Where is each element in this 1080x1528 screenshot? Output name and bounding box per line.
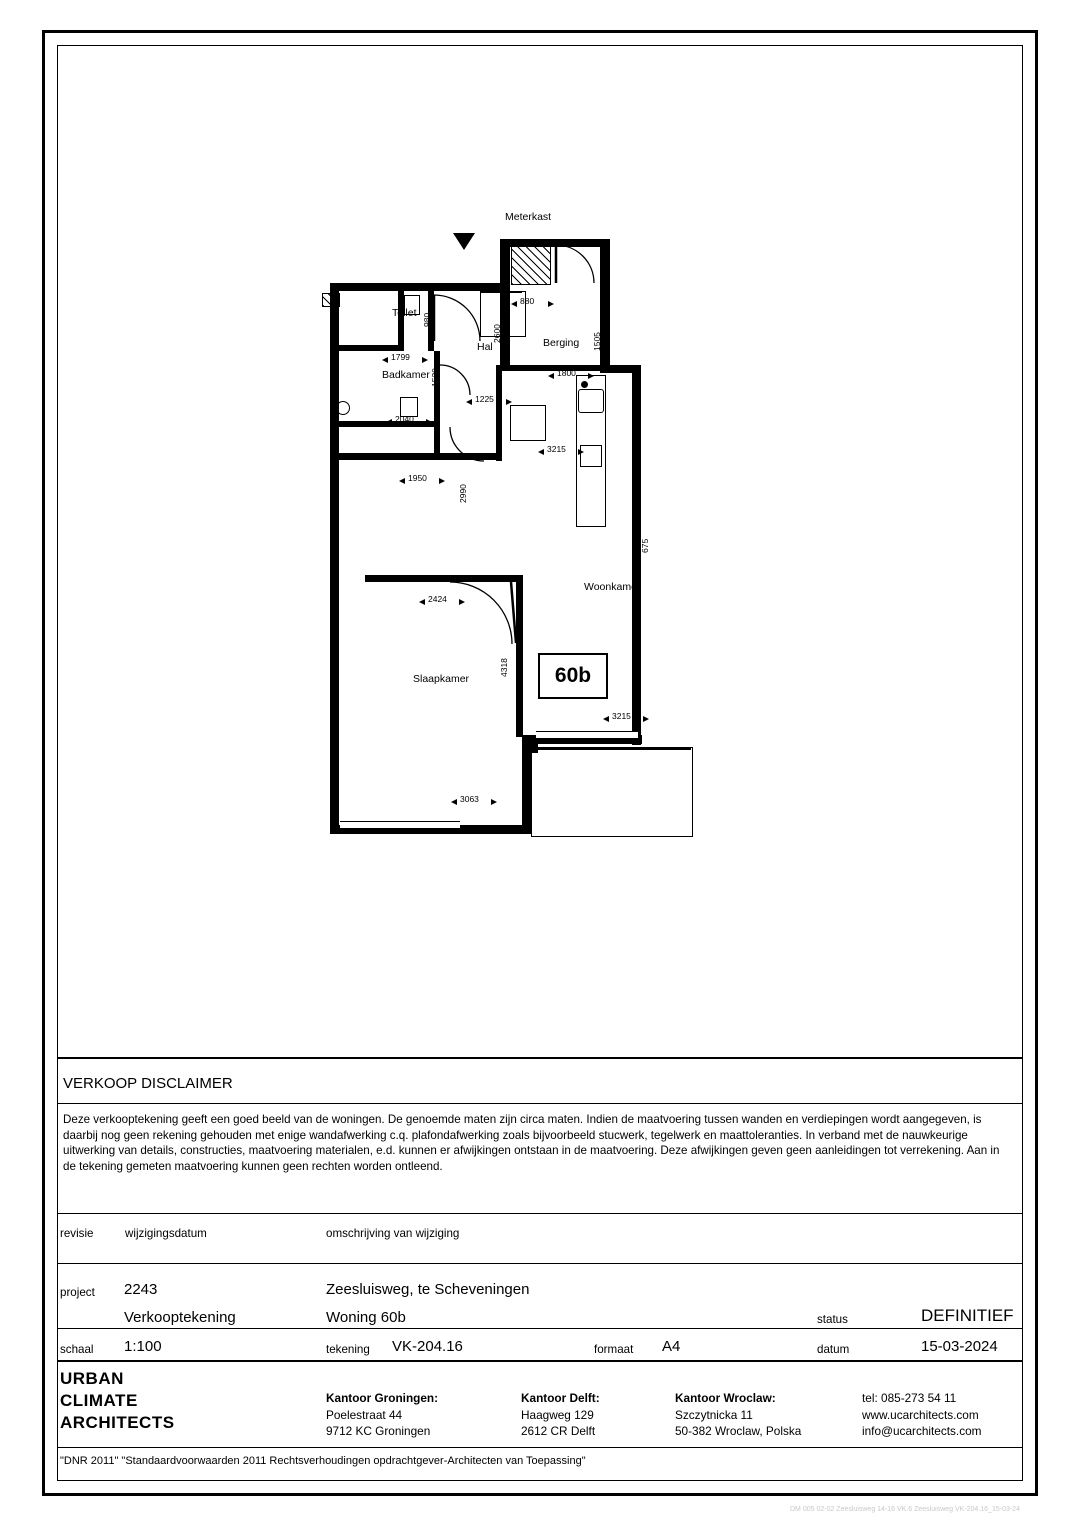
drawing-kind: Verkooptekening [124, 1309, 236, 1326]
balcony-edge-top [531, 747, 691, 750]
office-wroclaw-line2: 50-382 Wroclaw, Polska [675, 1424, 802, 1438]
dim-980: 980 [422, 312, 432, 327]
file-watermark: DM 005 02-02 Zeesluisweg 14-16 VK.6 Zeesluisweg VK-204.16_15-03-24 [790, 1506, 1020, 1513]
dim-arrow [422, 357, 428, 363]
dim-arrow [466, 399, 472, 405]
dim-arrow [451, 799, 457, 805]
dim-3215-upper: 3215 [547, 444, 566, 454]
logo-line-2: CLIMATE [60, 1391, 138, 1410]
room-label-berging: Berging [543, 337, 580, 349]
dim-880: 880 [520, 296, 535, 306]
balcony-post [526, 741, 538, 753]
schaal-value: 1:100 [124, 1338, 162, 1355]
office-groningen-line2: 9712 KC Groningen [326, 1424, 431, 1438]
dim-3063: 3063 [460, 794, 479, 804]
dim-arrow [506, 399, 512, 405]
project-number: 2243 [124, 1281, 158, 1298]
contact-tel: tel: 085-273 54 11 [862, 1391, 957, 1405]
floor-plan [300, 175, 760, 855]
dim-1505: 1505 [592, 332, 602, 351]
footer-note: "DNR 2011" "Standaardvoorwaarden 2011 Rechtsverhoudingen opdrachtgever-Architecten van Toepassing" [60, 1455, 586, 1467]
office-wroclaw-line1: Szczytnicka 11 [675, 1408, 753, 1422]
company-logo [60, 1368, 175, 1434]
office-groningen-line1: Poelestraat 44 [326, 1408, 403, 1422]
dim-2600: 2600 [492, 324, 502, 343]
balcony-outline [531, 747, 693, 837]
unit-number-badge: 60b [538, 653, 608, 699]
divider [58, 1263, 1022, 1264]
dim-arrow [419, 599, 425, 605]
revision-col-omschrijving: omschrijving van wijziging [326, 1227, 460, 1240]
project-label: project [60, 1286, 95, 1299]
status-label: status [817, 1313, 848, 1326]
office-delft-title: Kantoor Delft: [521, 1391, 600, 1405]
divider [58, 1447, 1022, 1448]
room-label-badkamer: Badkamer [382, 369, 430, 381]
divider [58, 1057, 1022, 1059]
sliding-door-woonkamer [536, 731, 638, 739]
datum-label: datum [817, 1343, 850, 1356]
dim-arrow [538, 449, 544, 455]
status-value: DEFINITIEF [921, 1306, 1014, 1325]
divider [58, 1360, 1022, 1362]
disclaimer-body: Deze verkooptekening geeft een goed beeld van de woningen. De genoemde maten zijn circa maten. Indien de maatvoering tussen wanden en verdiepingen wordt aangegeven, is daarbij nog geen rekening gehouden met enige wandafwerking c.q. plafondafwerking zoals bijvoorbeeld stucwerk, tegelwerk en maattoleranties. In verband met de nauwkeurige uitwerking van details, constructies, maatvoering materialen, e.d. kunnen er afwijkingen ontstaan in de maatvoering. Deze afwijkingen geven geen aanleidingen tot verrekening. Aan in de tekening gemeten maatvoering kunnen geen rechten worden ontleend. [63, 1113, 1000, 1173]
dim-1225: 1225 [475, 394, 494, 404]
office-wroclaw-title: Kantoor Wroclaw: [675, 1391, 776, 1405]
formaat-value: A4 [662, 1338, 681, 1355]
dim-2040: 2040 [395, 414, 414, 424]
divider [58, 1103, 1022, 1104]
dim-arrow [426, 419, 432, 425]
dim-675: 675 [640, 538, 650, 553]
room-label-slaapkamer: Slaapkamer [413, 673, 470, 685]
dim-1799: 1799 [391, 352, 410, 362]
dim-2424: 2424 [428, 594, 447, 604]
dim-4318: 4318 [499, 658, 509, 677]
dim-1800: 1800 [557, 368, 576, 378]
dim-1520: 1520 [430, 368, 440, 387]
divider [58, 1213, 1022, 1214]
dim-arrow [588, 373, 594, 379]
dim-arrow [386, 419, 392, 425]
contact-email[interactable]: info@ucarchitects.com [862, 1424, 982, 1438]
office-delft-line1: Haagweg 129 [521, 1408, 594, 1422]
room-label-woonkamer: Woonkamer [584, 581, 641, 593]
logo-line-3: ARCHITECTS [60, 1413, 175, 1432]
dim-3215-lower: 3215 [612, 711, 631, 721]
divider [58, 1328, 1022, 1329]
datum-value: 15-03-2024 [921, 1338, 998, 1355]
dim-arrow [578, 449, 584, 455]
dim-arrow [399, 478, 405, 484]
dim-2990: 2990 [458, 484, 468, 503]
revision-col-revisie: revisie [60, 1227, 94, 1240]
logo-line-1: URBAN [60, 1369, 124, 1388]
dim-1950: 1950 [408, 473, 427, 483]
dwelling-name: Woning 60b [326, 1309, 406, 1326]
contact-website[interactable]: www.ucarchitects.com [862, 1408, 979, 1422]
dim-arrow [603, 716, 609, 722]
revision-col-datum: wijzigingsdatum [125, 1227, 207, 1240]
dim-arrow [491, 799, 497, 805]
office-delft-line2: 2612 CR Delft [521, 1424, 596, 1438]
office-groningen-title: Kantoor Groningen: [326, 1391, 439, 1405]
disclaimer-title: VERKOOP DISCLAIMER [63, 1075, 233, 1092]
schaal-label: schaal [60, 1343, 94, 1356]
dim-arrow [459, 599, 465, 605]
dim-arrow [548, 301, 554, 307]
dim-arrow [382, 357, 388, 363]
window-slaapkamer [340, 821, 460, 829]
dim-arrow [439, 478, 445, 484]
project-name: Zeesluisweg, te Scheveningen [326, 1281, 530, 1298]
dim-arrow [548, 373, 554, 379]
formaat-label: formaat [594, 1343, 634, 1356]
tekening-label: tekening [326, 1343, 370, 1356]
room-label-meterkast: Meterkast [505, 211, 552, 223]
dim-arrow [511, 301, 517, 307]
dim-arrow [643, 716, 649, 722]
room-label-toilet: Toilet [392, 307, 417, 319]
room-label-hal: Hal [477, 341, 493, 353]
tekening-value: VK-204.16 [392, 1338, 463, 1355]
